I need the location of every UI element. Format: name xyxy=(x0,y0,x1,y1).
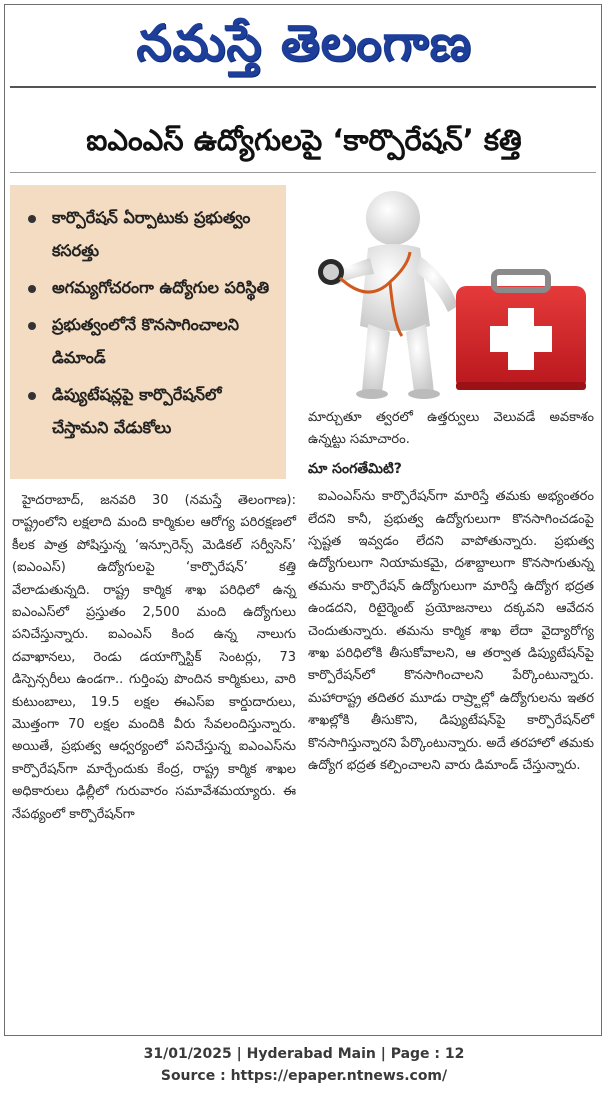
masthead-rule xyxy=(10,86,596,88)
bullet-icon xyxy=(28,392,36,400)
footer-source: Source : https://epaper.ntnews.com/ xyxy=(160,1068,448,1084)
article-paragraph: మార్చుతూ త్వరలో ఉత్తర్వులు వెలువడే అవకాశం ఉన్నట్టు సమాచారం. xyxy=(308,410,594,448)
article-headline: ఐఎంఎస్‌ ఉద్యోగులపై ‘కార్పొరేషన్‌’ కత్తి xyxy=(86,123,522,157)
highlight-text: డిప్యుటేషన్లపై కార్పొరేషన్‌లో చేస్తామని వేడుకోలు xyxy=(52,385,222,437)
article-subheading: మా సంగతేమిటి? xyxy=(308,460,402,477)
highlight-text: కార్పొరేషన్‌ ఏర్పాటుకు ప్రభుత్వం కసరత్తు xyxy=(52,208,251,260)
highlight-item xyxy=(28,308,276,374)
highlight-item xyxy=(28,378,276,444)
headline-rule xyxy=(10,172,596,173)
newspaper-masthead: నమస్తే తెలంగాణ xyxy=(136,14,472,72)
figure-with-stethoscope-icon xyxy=(318,191,458,399)
article-body-left-column xyxy=(12,490,296,826)
bullet-icon xyxy=(28,215,36,223)
bullet-icon xyxy=(28,285,36,293)
highlight-text: అగమ్యగోచరంగా ఉద్యోగుల పరిస్థితి xyxy=(52,278,270,297)
bullet-icon xyxy=(28,322,36,330)
article-paragraph: ఐఎంఎస్‌ను కార్పొరేషన్‌గా మారిస్తే తమకు అభ్యంతరం లేదని కానీ, ప్రభుత్వ ఉద్యోగులుగా కొనసాగించడంపై స్పష్టత ఇవ్వడం లేదని వాపోతున్నారు. ప్రభుత్వ ఉద్యోగులుగా నియామకమై, దశాబ్దాలుగా కొనసాగుతున్న తమను కార్పొరేషన్‌ ఉద్యోగులుగా మారిస్తే ఉద్యోగ భద్రత ఉండదని, రిటైర్మెంట్‌ ప్రయోజనాలు దక్కవని ఆవేదన చెందుతున్నారు. తమను కార్మిక శాఖ లేదా వైద్యారోగ్య శాఖ పరిధిలోకి తీసుకోవాలని, ఆ తర్వాత డిప్యుటేషన్‌పై కార్పొరేషన్‌లో కొనసాగించాలని పేర్కొంటున్నారు. మహారాష్ట్ర తదితర మూడు రాష్ర్టాల్లో ఉద్యోగులను ఇతర శాఖల్లోకి తీసుకొని, డిప్యుటేషన్‌పై కార్పొరేషన్‌లో కొనసాగిస్తున్నారని పేర్కొంటున్నారు. అదే తరహాలో తమకు ఉద్యోగ భద్రత కల్పించాలని వారు డిమాండ్‌ చేస్తున్నారు. xyxy=(308,489,594,774)
first-aid-kit-icon xyxy=(456,272,586,390)
article-body-right-column xyxy=(308,407,594,778)
highlights-box xyxy=(10,185,286,479)
doctor-figure-illustration xyxy=(298,186,592,404)
article-paragraph: హైదరాబాద్‌, జనవరి 30 (నమస్తే తెలంగాణ): రాష్ట్రంలోని లక్షలాది మంది కార్మికుల ఆరోగ్య పరిరక్షణలో కీలక పాత్ర పోషిస్తున్న ‘ఇన్సూరెన్స్‌ మెడికల్‌ సర్వీసెస్‌’ (ఐఎంఎస్‌) ఉద్యోగులపై ‘కార్పొరేషన్‌’ కత్తి వేలాడుతున్నది. రాష్ట్ర కార్మిక శాఖ పరిధిలో ఉన్న ఐఎంఎస్‌లో ప్రస్తుతం 2,500 మంది ఉద్యోగులు పనిచేస్తున్నారు. ఐఎంఎస్‌ కింద ఉన్న నాలుగు దవాఖానలు, రెండు డయాగ్నొస్టిక్‌ సెంటర్లు, 73 డిస్పెన్సరీలు ఉండగా.. గుర్తింపు పొందిన కార్మికులు, వారి కుటుంబాలు, 19.5 లక్షల ఈఎస్‌ఐ కార్డుదారులు, మొత్తంగా 70 లక్షల మందికి వీరు సేవలందిస్తున్నారు. అయితే, ప్రభుత్వ ఆధ్వర్యంలో పనిచేస్తున్న ఐఎంఎస్‌ను కార్పొరేషన్‌గా మార్చేందుకు కేంద్ర, రాష్ట్ర కార్మిక శాఖల అధికారులు ఢిల్లీలో గురువారం సమావేశమయ్యారు. ఈ నేపథ్యంలో కార్పొరేషన్‌గా xyxy=(12,493,296,822)
highlight-text: ప్రభుత్వంలోనే కొనసాగించాలని డిమాండ్‌ xyxy=(52,315,239,367)
highlight-item xyxy=(28,271,276,304)
highlight-item xyxy=(28,201,276,267)
footer-date-edition: 31/01/2025 | Hyderabad Main | Page : 12 xyxy=(143,1046,465,1062)
